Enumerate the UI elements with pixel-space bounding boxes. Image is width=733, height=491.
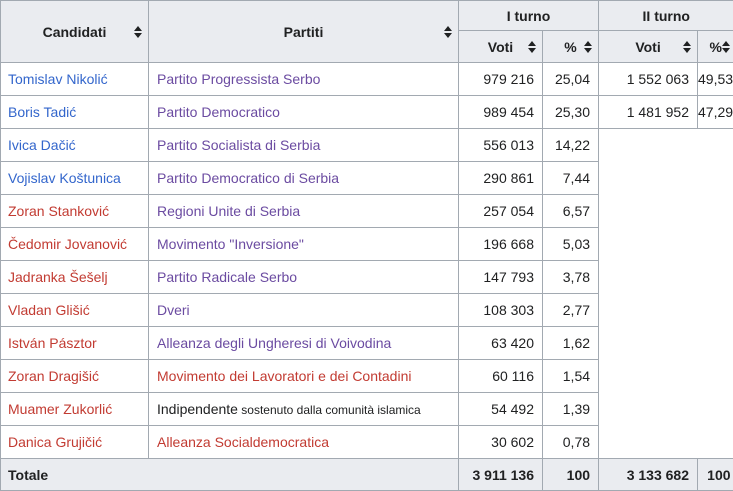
candidate-cell [1,393,149,426]
sort-down-icon [134,33,142,38]
party-cell [149,63,459,96]
round1-votes: 54 492 [459,393,543,426]
candidate-cell [1,96,149,129]
round1-votes: 30 602 [459,426,543,459]
round1-percent: 14,22 [543,129,599,162]
party-cell [149,261,459,294]
candidate-cell [1,63,149,96]
party-text: Indipendente [157,401,238,417]
header-candidates-label: Candidati [43,24,107,40]
candidate-cell [1,327,149,360]
round1-percent: 1,39 [543,393,599,426]
total-round2-votes: 3 133 682 [599,459,698,491]
party-cell [149,294,459,327]
party-cell [149,96,459,129]
party-link[interactable]: Partito Democratico di Serbia [157,170,339,186]
round1-percent: 7,44 [543,162,599,195]
candidate-link[interactable]: Ivica Dačić [8,137,76,153]
round1-percent: 0,78 [543,426,599,459]
round1-votes: 196 668 [459,228,543,261]
party-link[interactable]: Alleanza Socialdemocratica [157,434,329,450]
candidate-link[interactable]: Zoran Dragišić [8,368,99,384]
party-cell [149,195,459,228]
round2-percent: 47,29 [698,96,733,129]
party-link[interactable]: Partito Democratico [157,104,280,120]
total-round2-percent: 100 [698,459,733,491]
header-candidates[interactable] [1,1,149,63]
sort-icon[interactable] [444,26,452,38]
party-cell [149,426,459,459]
candidate-cell [1,426,149,459]
header-parties[interactable] [149,1,459,63]
round1-percent: 1,62 [543,327,599,360]
party-cell [149,162,459,195]
sort-up-icon [584,41,592,46]
header-round2-votes[interactable] [599,31,698,63]
round1-votes: 60 116 [459,360,543,393]
sort-down-icon [528,48,536,53]
candidate-link[interactable]: István Pásztor [8,335,97,351]
party-cell [149,228,459,261]
party-link[interactable]: Movimento "Inversione" [157,236,304,252]
round1-votes: 989 454 [459,96,543,129]
round1-percent: 5,03 [543,228,599,261]
sort-down-icon [722,48,730,53]
header-votes-label: Voti [488,39,513,55]
table-row [1,63,733,96]
candidate-cell [1,129,149,162]
header-votes-label: Voti [635,39,660,55]
round1-percent: 25,30 [543,96,599,129]
header-round1: I turno [459,1,599,31]
round1-percent: 1,54 [543,360,599,393]
round1-votes: 979 216 [459,63,543,96]
round2-votes: 1 481 952 [599,96,698,129]
sort-down-icon [683,48,691,53]
round1-votes: 63 420 [459,327,543,360]
sort-icon[interactable] [584,41,592,53]
round1-percent: 3,78 [543,261,599,294]
party-link[interactable]: Regioni Unite di Serbia [157,203,300,219]
party-link[interactable]: Dveri [157,302,190,318]
round2-percent: 49,53 [698,63,733,96]
candidate-link[interactable]: Danica Grujičić [8,434,102,450]
sort-up-icon [722,41,730,46]
header-round2: II turno [599,1,733,31]
round1-votes: 290 861 [459,162,543,195]
sort-icon[interactable] [683,41,691,53]
header-round1-percent[interactable] [543,31,599,63]
header-parties-label: Partiti [284,24,324,40]
party-cell [149,129,459,162]
total-row [1,459,733,491]
header-round1-votes[interactable] [459,31,543,63]
total-round1-votes: 3 911 136 [459,459,543,491]
party-cell [149,393,459,426]
candidate-link[interactable]: Jadranka Šešelj [8,269,108,285]
sort-down-icon [584,48,592,53]
header-percent-label: % [564,39,576,55]
party-link[interactable]: Partito Progressista Serbo [157,71,320,87]
sort-up-icon [683,41,691,46]
total-round1-percent: 100 [543,459,599,491]
candidate-link[interactable]: Vladan Glišić [8,302,90,318]
sort-icon[interactable] [528,41,536,53]
party-link[interactable]: Movimento dei Lavoratori e dei Contadini [157,368,411,384]
candidate-cell [1,228,149,261]
candidate-link[interactable]: Muamer Zukorlić [8,401,112,417]
candidate-cell [1,162,149,195]
round1-votes: 257 054 [459,195,543,228]
party-link[interactable]: Partito Radicale Serbo [157,269,297,285]
sort-icon[interactable] [722,41,730,53]
candidate-cell [1,261,149,294]
sort-up-icon [528,41,536,46]
header-round2-percent[interactable] [698,31,733,63]
sort-up-icon [134,26,142,31]
sort-icon[interactable] [134,26,142,38]
round1-votes: 108 303 [459,294,543,327]
total-label: Totale [1,459,459,491]
table-row [1,96,733,129]
party-cell [149,360,459,393]
round2-empty-cell [599,129,733,459]
round1-percent: 6,57 [543,195,599,228]
candidate-link[interactable]: Boris Tadić [8,104,76,120]
candidate-cell [1,294,149,327]
round1-votes: 556 013 [459,129,543,162]
candidate-link[interactable]: Tomislav Nikolić [8,71,108,87]
party-cell [149,327,459,360]
round1-votes: 147 793 [459,261,543,294]
candidate-link[interactable]: Čedomir Jovanović [8,236,127,252]
table-row [1,129,733,162]
candidate-cell [1,360,149,393]
sort-up-icon [444,26,452,31]
candidate-cell [1,195,149,228]
header-percent-label: % [710,39,722,55]
party-link[interactable]: Partito Socialista di Serbia [157,137,320,153]
round1-percent: 2,77 [543,294,599,327]
candidate-link[interactable]: Zoran Stanković [8,203,109,219]
round2-votes: 1 552 063 [599,63,698,96]
party-link[interactable]: Alleanza degli Ungheresi di Voivodina [157,335,391,351]
round1-percent: 25,04 [543,63,599,96]
sort-down-icon [444,33,452,38]
party-note: sostenuto dalla comunità islamica [238,403,421,417]
candidate-link[interactable]: Vojislav Koštunica [8,170,121,186]
